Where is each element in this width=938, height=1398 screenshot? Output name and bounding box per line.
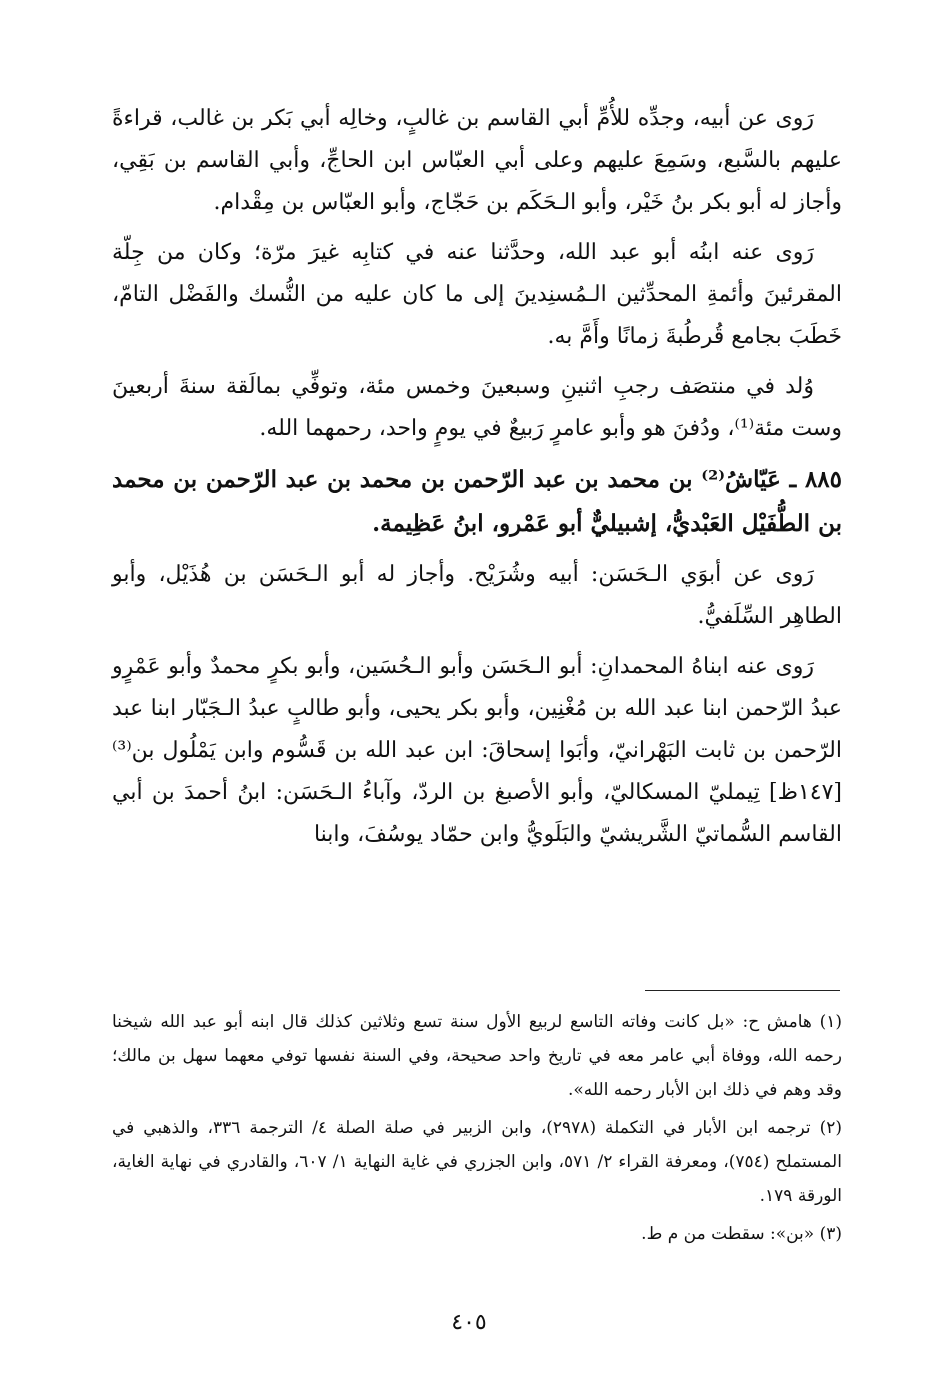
footnote: (١) هامش ح: «بل كانت وفاته التاسع لربيع الأول سنة تسع وثلاثين كذلك قال ابنه أبو عبد الله شيخنا رحمه الله، ووفاة أبي عامر معه في تاريخ واحد صحيحة، وفي السنة نفسها توفي معهما سهل بن مالك؛ وقد وهم في ذلك ابن الأبار رحمه الله». <box>112 1012 842 1100</box>
paragraph: رَوى عنه ابنُه أبو عبد الله، وحدَّثنا عنه في كتابِه غيرَ مرّة؛ وكان من جِلّة المقرئينَ وأئمةِ المحدِّثين الـمُسنِدينَ إلى ما كان عليه من النُّسك والفَضْل التامّ، خَطَبَ بجامع قُرطُبةَ زمانًا وأَمَّ به. <box>112 240 842 349</box>
paragraph: رَوى عن أبيه، وجدِّه للأُمِّ أبي القاسم بن غالبٍ، وخالِه أبي بَكر بن غالب، قراءةً عليهم بالسَّبع، وسَمِعَ عليهم وعلى أبي العبّاس ابن الحاجِّ، وأبي القاسم بن بَقِي، وأجاز له أبو بكر بنُ خَيْر، وأبو الـحَكَم بن حَجّاج، وأبو العبّاس بن مِقْدام. <box>112 106 842 215</box>
footnote: (٣) «بن»: سقطت من م ط. <box>641 1224 842 1244</box>
main-text <box>112 98 842 864</box>
footnote: (٢) ترجمه ابن الأبار في التكملة (٢٩٧٨)، وابن الزبير في صلة الصلة ٤/ الترجمة ٣٣٦، والذهبي في المستملح (٧٥٤)، ومعرفة القراء ٢/ ٥٧١، وابن الجزري في غاية النهاية ١/ ٦٠٧، والقادري في نهاية الغاية، الورقة ١٧٩. <box>112 1118 843 1206</box>
entry-heading: ٨٨٥ ـ عَيّاشُ⁽²⁾ بن محمد بن عبد الرّحمن بن محمد بن عبد الرّحمن بن محمد بن الطُّفَيْل العَبْديُّ، إشبيليٌّ أبو عَمْرو، ابنُ عَظِيمة. <box>112 466 842 537</box>
page-number: ٤٠٥ <box>451 1310 487 1335</box>
paragraph: وُلد في منتصَف رجبِ اثنينِ وسبعينَ وخمس مئة، وتوفِّي بمالَقة سنةَ أربعينَ وست مئة⁽¹⁾، ودُفنَ هو وأبو عامرٍ رَبيعٌ في يومٍ واحد، رحمهما الله. <box>112 374 842 441</box>
paragraph: رَوى عنه ابناهُ المحمدانِ: أبو الـحَسَن وأبو الـحُسَين، وأبو بكرٍ محمدٌ وأبو عَمْرٍو عبدُ الرّحمن ابنا عبد الله بن مُغْنِين، وأبو بكر يحيى، وأبو طالبٍ عبدُ الـجَبّار ابنا عبد الرّحمن بن ثابت البَهْرانيّ، وأبَوا إسحاقَ: ابن عبد الله بن قَسُّوم وابن يَمْلُول بن⁽³⁾ [١٤٧ظ] تِيمليّ المسكاليّ، وأبو الأصبغ بن الردّ، وآباءُ الـحَسَن: ابنُ أحمدَ بن أبي القاسم السُّماتيّ الشَّريشيّ والبَلَويُّ وابن حمّاد يوسُفَ، وابنا <box>112 654 842 847</box>
footnotes <box>112 1005 842 1255</box>
paragraph: رَوى عن أبوَي الـحَسَن: أبيه وشُرَيْح. وأجاز له أبو الـحَسَن بن هُذَيْل، وأبو الطاهِر السِّلَفيُّ. <box>112 562 842 629</box>
footnote-separator <box>645 990 840 991</box>
